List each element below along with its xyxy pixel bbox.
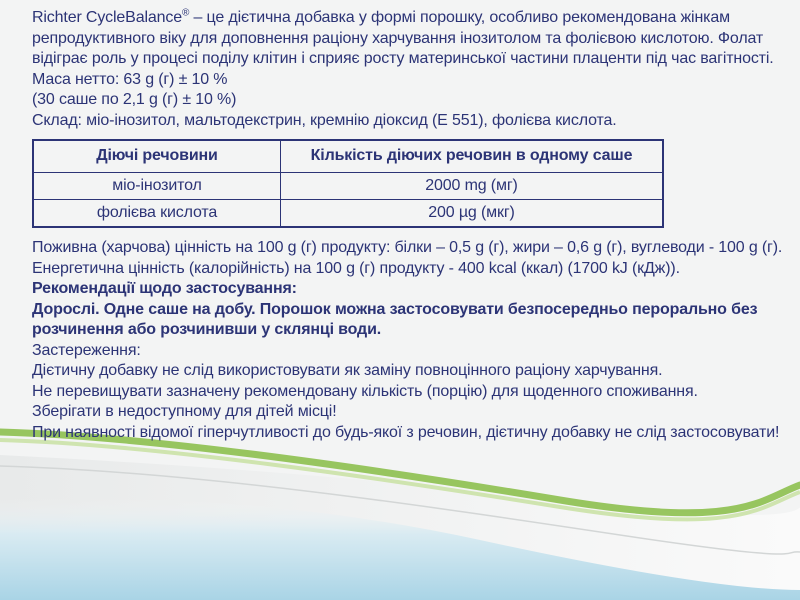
- warning-item: Не перевищувати зазначену рекомендовану кількість (порцію) для щоденного споживання.: [32, 382, 698, 400]
- intro-line-1: [32, 8, 782, 29]
- energy-value: Енергетична цінність (калорійність) на 100 g (г) продукту - 400 kcal (ккал) (1700 kJ (кДж)).: [32, 259, 680, 277]
- active-ingredients-table: [32, 139, 664, 228]
- recommendations-title: Рекомендації щодо застосування:: [32, 280, 297, 297]
- warnings-title: Застереження:: [32, 341, 141, 359]
- recommendations-line-2: розчинення або розчинивши у склянці води.: [32, 321, 382, 338]
- intro-line-3: відіграє роль у процесі поділу клітин і сприяє росту материнської частини плаценти під час вагітності.: [32, 50, 774, 67]
- composition: Склад: міо-інозитол, мальтодекстрин, кремнію діоксид (E 551), фолієва кислота.: [32, 111, 617, 129]
- table-header-substance: Діючі речовини: [33, 140, 281, 173]
- registered-mark: ®: [181, 7, 190, 19]
- intro-text: – це дієтична добавка у формі порошку, особливо рекомендована жінкам: [189, 9, 730, 26]
- table-cell-substance: фолієва кислота: [33, 200, 281, 228]
- sachet-info: (30 саше по 2,1 g (г) ± 10 %): [32, 91, 237, 108]
- table-header-amount: Кількість діючих речовин в одному саше: [281, 140, 664, 173]
- table-row: [33, 200, 663, 228]
- warning-item: Зберігати в недоступному для дітей місці!: [32, 403, 337, 420]
- table-cell-amount: 2000 mg (мг): [281, 173, 664, 200]
- nutrition-value: Поживна (харчова) цінність на 100 g (г) продукту: білки – 0,5 g (г), жири – 0,6 g (г), вуглеводи - 100 g (г).: [32, 239, 783, 256]
- warning-item: Дієтичну добавку не слід використовувати як заміну повноцінного раціону харчування.: [32, 362, 663, 379]
- table-row: [33, 173, 663, 200]
- product-description: [32, 8, 782, 443]
- table-cell-amount: 200 µg (мкг): [281, 200, 664, 228]
- table-header-row: [33, 140, 663, 173]
- intro-line-2: репродуктивного віку для доповнення раціону харчування інозитолом та фолієвою кислотою. Фолат: [32, 29, 764, 47]
- brand-name: Richter CycleBalance: [32, 9, 182, 26]
- recommendations-line-1: Дорослі. Одне саше на добу. Порошок можна застосовувати безпосередньо перорально без: [32, 300, 758, 318]
- table-cell-substance: міо-інозитол: [33, 173, 281, 200]
- warning-item: При наявності відомої гіперчутливості до будь-якої з речовин, дієтичну добавку не слід застосовувати!: [32, 423, 780, 441]
- net-weight: Маса нетто: 63 g (г) ± 10 %: [32, 70, 228, 88]
